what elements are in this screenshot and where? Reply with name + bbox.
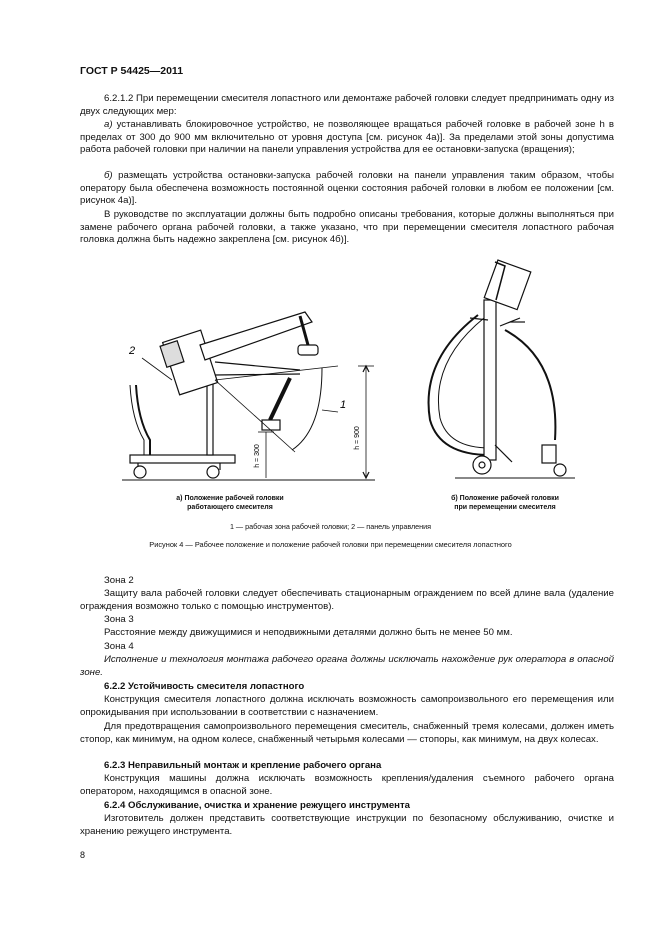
label-1: 1 [340,399,347,411]
caption-a-line1: а) Положение рабочей головки [176,495,284,502]
figure-legend: 1 — рабочая зона рабочей головки; 2 — панель управления [229,522,432,531]
figure-a-mixer-working [122,312,375,480]
label-2: 2 [129,345,136,357]
figure-b-mixer-moving [429,260,575,478]
zone3-text: Расстояние между движущимися и неподвижными деталями должно быть не менее 50 мм. [104,627,513,638]
paragraph-6-2-1-2-intro: 6.2.1.2 При перемещении смесителя лопастного или демонтаже рабочей головки следует предпринимать одну из двух следующих мер: [80,93,614,117]
zone3-title: Зона 3 [104,614,134,625]
dimension-h-900: h = 900 [354,426,361,450]
item-b-text: размещать устройства остановки-запуска рабочей головки на панели управления таким образом, чтобы оператору была обеспечена возможность постоянной оценки состояния рабочей головки в любом ее положении [см. рисунок 4а)]. [80,170,614,207]
heading-6-2-2: 6.2.2 Устойчивость смесителя лопастного [104,681,305,692]
figure-caption: Рисунок 4 — Рабочее положение и положение рабочей головки при перемещении смесителя лопастного [149,540,512,549]
zone4-title: Зона 4 [104,641,134,652]
dimension-h-300: h = 300 [254,444,261,468]
item-b-marker: б) [104,170,113,181]
caption-b-line1: б) Положение рабочей головки [451,495,559,502]
document-header: ГОСТ Р 54425—2011 [80,65,184,77]
paragraph-6-2-3-p1: Конструкция машины должна исключать возможность крепления/удаления съемного рабочего органа оператором, находящимся в опасной зоне. [80,773,614,797]
heading-6-2-4: 6.2.4 Обслуживание, очистка и хранение режущего инструмента [104,800,410,811]
zone4-text: Исполнение и технология монтажа рабочего органа должны исключать нахождение рук оператора в опасной зоне. [80,654,614,678]
caption-b-line2: при перемещении смесителя [454,504,556,511]
paragraph-6-2-2-p1: Конструкция смесителя лопастного должна исключать возможность самопроизвольного его перемещения или опрокидывания при использовании в соответствии с назначением. [80,694,614,718]
zone2-title: Зона 2 [104,575,134,586]
paragraph-6-2-4-p1: Изготовитель должен представить соответствующие инструкции по безопасному обслуживанию, очистке и хранению режущего инструмента. [80,813,614,837]
paragraph-6-2-2-p2: Для предотвращения самопроизвольного перемещения смеситель, снабженный тремя колесами, должен иметь стопор, как минимум, на одном колесе, снабженный четырьмя колесами — стопоры, как минимум, на двух колесах. [80,721,614,745]
caption-a-line2: работающего смесителя [187,504,273,511]
item-a-marker: а) [104,119,113,130]
caption-a [150,494,310,512]
caption-b [425,494,585,512]
page-number: 8 [80,850,86,860]
zone2-text: Защиту вала рабочей головки следует обеспечивать стационарным ограждением по всей длине вала (удаление ограждения возможно только с помощью инструментов). [80,588,614,612]
item-a-text: устанавливать блокировочное устройство, не позволяющее вращаться рабочей головке в рабочей зоне h в пределах от 300 до 900 мм включительно от уровня доступа [см. рисунок 4а)]. За пределами этой зоны допустима работа рабочей головки при наличии на панели управления устройства для ее остановки-запуска (вращения); [80,119,614,156]
heading-6-2-3: 6.2.3 Неправильный монтаж и крепление рабочего органа [104,760,382,771]
paragraph-manual: В руководстве по эксплуатации должны быть подробно описаны требования, которые должны выполняться при замене рабочего органа рабочей головки, а также указано, что при перемещении смесителя лопастного рабочая головка должна быть надежно закреплена [см. рисунок 4б)]. [80,209,614,246]
